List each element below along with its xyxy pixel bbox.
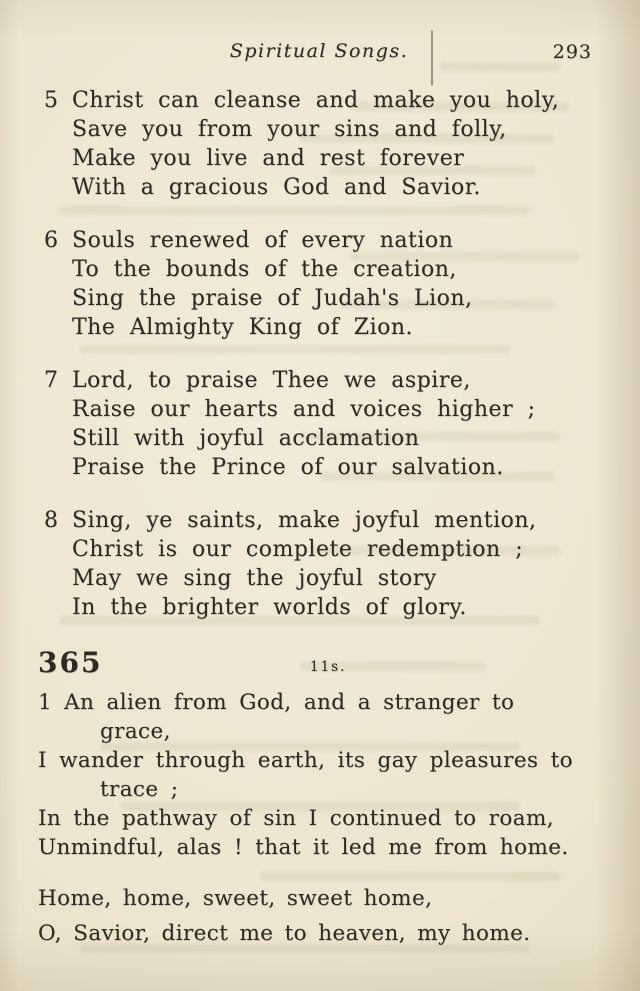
verse-number: 5 (44, 88, 58, 113)
hymn-continued (44, 86, 600, 622)
chorus-line: Home, home, sweet, sweet home, (38, 886, 433, 911)
verse-line: Raise our hearts and voices higher ; (72, 397, 536, 422)
verse-number: 7 (44, 368, 58, 393)
verse-number: 1 (38, 690, 53, 715)
verse-5 (44, 86, 600, 202)
verse-line: grace, (100, 719, 171, 744)
verse-line: Souls renewed of every nation (72, 228, 454, 253)
verse-line: trace ; (100, 777, 179, 802)
verse-number: 8 (44, 508, 58, 533)
verse-number: 6 (44, 228, 58, 253)
verse-line: With a gracious God and Savior. (72, 175, 481, 200)
verse-line: Sing the praise of Judah's Lion, (72, 286, 473, 311)
page-number: 293 (552, 41, 592, 63)
verse-line: Lord, to praise Thee we aspire, (72, 368, 471, 393)
verse-line: Unmindful, alas ! that it led me from home. (38, 835, 569, 860)
page-header (38, 40, 600, 66)
verse-line: The Almighty King of Zion. (72, 315, 414, 340)
verse-line: In the pathway of sin I continued to roam, (38, 806, 554, 831)
verse-line: To the bounds of the creation, (72, 257, 457, 282)
verse-line-text: An alien from God, and a stranger to (64, 690, 515, 715)
hymn-heading (38, 646, 600, 682)
ghost-text-artifact (260, 872, 560, 881)
hymn-365-verse-1 (38, 688, 600, 862)
running-title: Spiritual Songs. (229, 40, 409, 62)
verse-line: May we sing the joyful story (72, 566, 437, 591)
verse-line: Christ can cleanse and make you holy, (72, 88, 560, 113)
chorus-line: O, Savior, direct me to heaven, my home. (38, 921, 531, 946)
verse-line: Christ is our complete redemption ; (72, 537, 524, 562)
hymn-365-chorus (38, 881, 600, 951)
verse-line: Sing, ye saints, make joyful mention, (72, 508, 537, 533)
verse-line: Still with joyful acclamation (72, 426, 420, 451)
verse-7 (44, 366, 600, 482)
verse-line: I wander through earth, its gay pleasures to (38, 748, 574, 773)
hymn-number: 365 (38, 646, 103, 679)
verse-8 (44, 506, 600, 622)
verse-line: Save you from your sins and folly, (72, 117, 507, 142)
verse-line: In the brighter worlds of glory. (72, 595, 467, 620)
verse-line: Praise the Prince of our salvation. (72, 455, 504, 480)
verse-line: Make you live and rest forever (72, 146, 465, 171)
verse-6 (44, 226, 600, 342)
verse-line (38, 688, 600, 717)
hymn-meter: 11s. (310, 659, 347, 675)
